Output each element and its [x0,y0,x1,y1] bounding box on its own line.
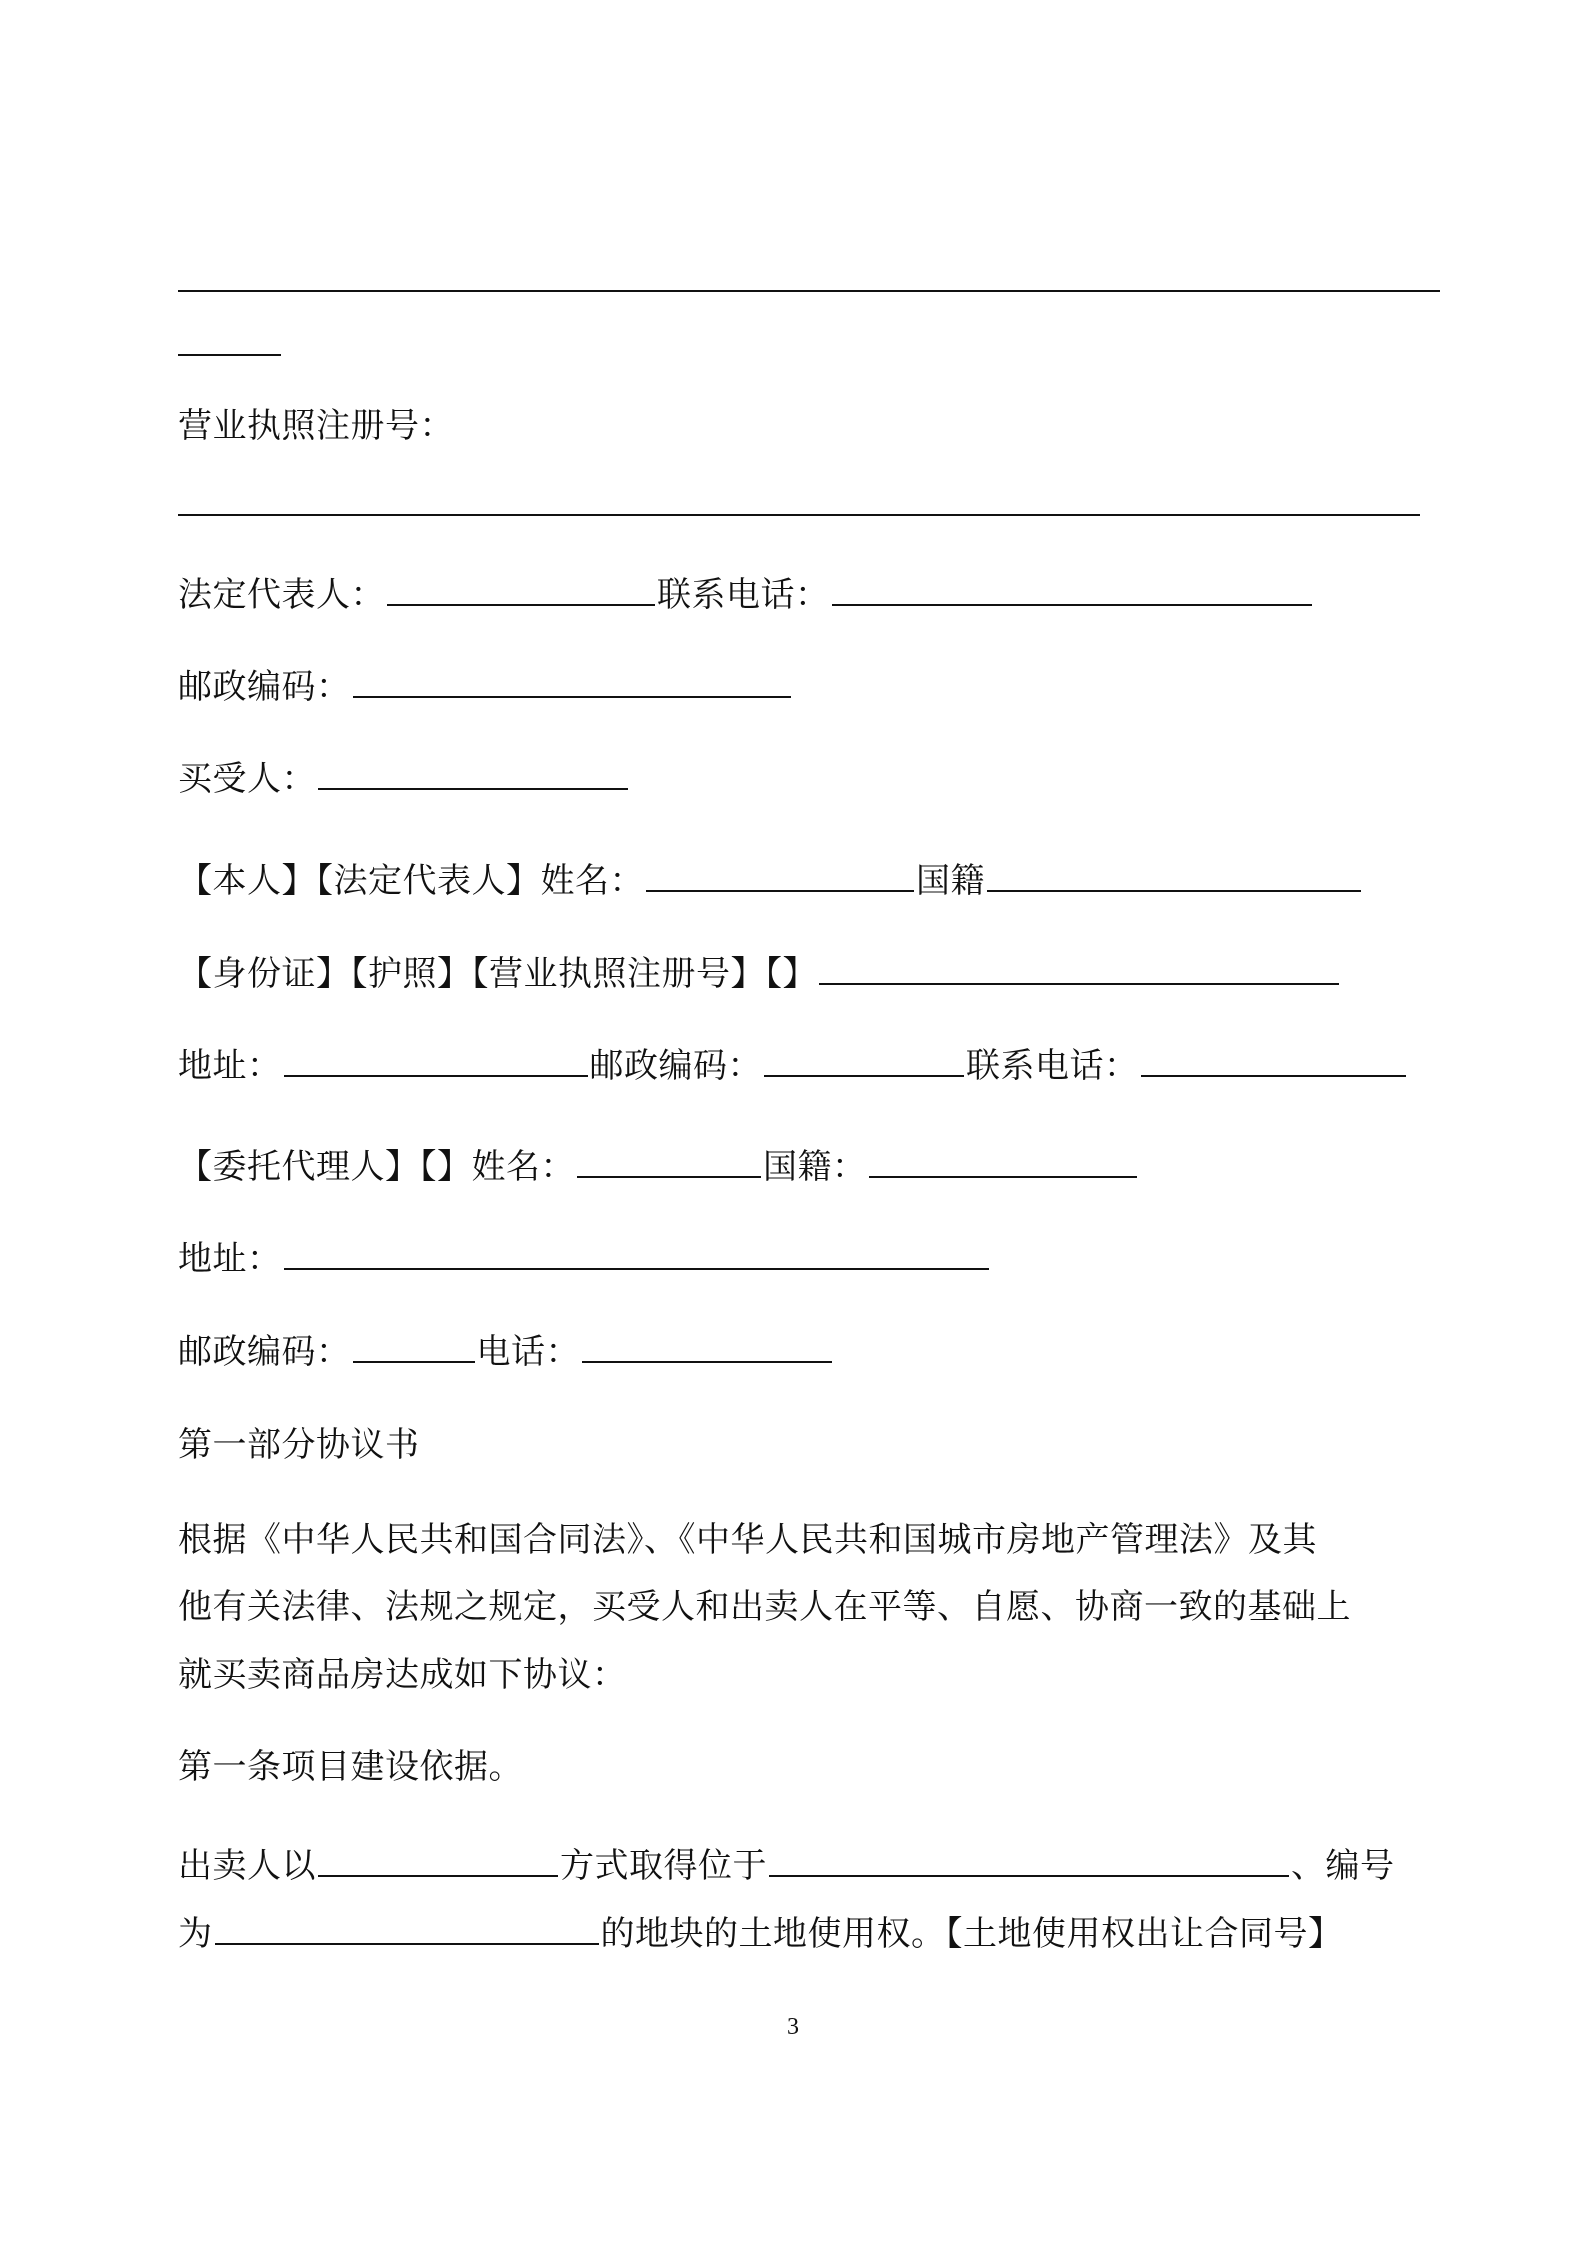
page-number: 3 [787,2014,799,2040]
address-blank-2[interactable] [284,1238,989,1270]
postal-code-label: 邮政编码： [178,667,351,707]
agent-nationality-blank[interactable] [869,1146,1137,1178]
nationality-blank[interactable] [987,860,1361,892]
id-row [178,953,1341,994]
address-row [178,1045,1408,1086]
blank-line-top-short[interactable] [178,354,281,356]
registration-label: 营业执照注册号： [178,406,454,446]
id-blank[interactable] [819,953,1339,985]
address-label: 地址： [178,1046,282,1086]
address-label-2: 地址： [178,1239,282,1279]
phone-blank[interactable] [582,1331,832,1363]
paragraph-line-1: 根据《中华人民共和国合同法》、《中华人民共和国城市房地产管理法》及其 [178,1520,1317,1560]
postal-phone-row [178,1331,834,1372]
postal-code-blank[interactable] [353,666,791,698]
buyer-row [178,758,630,799]
agent-name-blank[interactable] [577,1146,761,1178]
phone-label: 电话： [476,1332,580,1372]
person-row [178,860,1363,901]
legal-rep-blank[interactable] [387,574,655,606]
agent-row [178,1146,1139,1187]
nationality-label-2: 国籍： [763,1147,867,1187]
paragraph-line-3: 就买卖商品房达成如下协议： [178,1655,627,1695]
art1-text-a: 出卖人以 [178,1846,316,1886]
postal-code-blank-3[interactable] [353,1331,475,1363]
buyer-label: 买受人： [178,759,316,799]
article1-line1 [178,1845,1395,1886]
art1-text-d: 为 [178,1914,213,1954]
id-label: 【身份证】【护照】【营业执照注册号】【】 [178,954,817,994]
art1-text-b: 方式取得位于 [560,1846,767,1886]
postal-code-label-3: 邮政编码： [178,1332,351,1372]
contact-phone-label: 联系电话： [657,575,830,615]
art1-text-e: 的地块的土地使用权。【土地使用权出让合同号】 [600,1914,1343,1954]
buyer-blank[interactable] [318,758,628,790]
location-blank[interactable] [769,1845,1289,1877]
legal-rep-row [178,574,1314,615]
blank-line-top[interactable] [178,290,1440,292]
article1-line2 [178,1913,1343,1954]
legal-rep-label: 法定代表人： [178,575,385,615]
person-label: 【本人】【法定代表人】姓名： [178,861,644,901]
postal-code-blank-2[interactable] [764,1045,964,1077]
art1-text-c: 、编号 [1291,1846,1395,1886]
postal-code-label-2: 邮政编码： [589,1046,762,1086]
contact-phone-blank[interactable] [832,574,1312,606]
postal-row [178,666,793,707]
agent-label: 【委托代理人】【】姓名： [178,1147,575,1187]
name-blank[interactable] [646,860,914,892]
nationality-label: 国籍 [916,861,985,901]
address-blank[interactable] [284,1045,588,1077]
registration-blank[interactable] [178,514,1420,516]
address-row-2 [178,1238,991,1279]
number-blank[interactable] [215,1913,599,1945]
paragraph-line-2: 他有关法律、法规之规定，买受人和出卖人在平等、自愿、协商一致的基础上 [178,1587,1351,1627]
article1-title: 第一条项目建设依据。 [178,1747,523,1787]
contact-phone-blank-2[interactable] [1141,1045,1406,1077]
contact-phone-label-2: 联系电话： [966,1046,1139,1086]
method-blank[interactable] [318,1845,558,1877]
part-title: 第一部分协议书 [178,1425,420,1465]
